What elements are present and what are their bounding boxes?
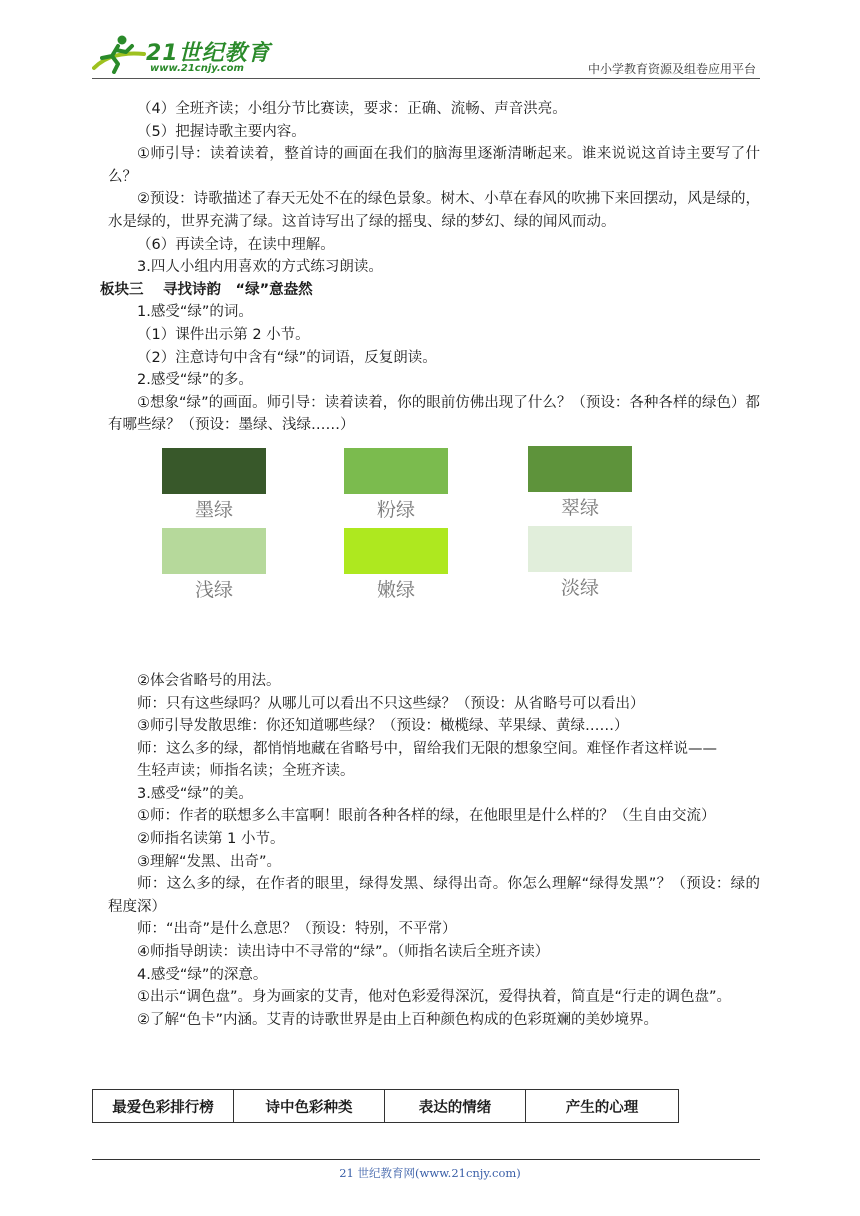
paragraph: 师：只有这些绿吗？从哪儿可以看出不只这些绿？（预设：从省略号可以看出） bbox=[137, 695, 645, 712]
paragraph: 2.感受“绿”的多。 bbox=[137, 372, 253, 389]
paragraph: 师：这么多的绿，都悄悄地藏在省略号中，留给我们无限的想象空间。难怪作者这样说—— bbox=[137, 740, 717, 757]
paragraph: 师：“出奇”是什么意思？（预设：特别，不平常） bbox=[137, 921, 457, 938]
footer-text: 21 世纪教育网(www.21cnjy.com) bbox=[339, 1166, 521, 1180]
paragraph: 3.感受“绿”的美。 bbox=[137, 785, 253, 802]
section-heading: 板块三 寻找诗韵 “绿”意盎然 bbox=[100, 281, 313, 298]
paragraph: （5）把握诗歌主要内容。 bbox=[137, 123, 306, 140]
swatch-label: 翠绿 bbox=[560, 496, 599, 519]
green-swatch-grid bbox=[108, 448, 760, 670]
logo bbox=[92, 28, 272, 80]
paragraph: ②体会省略号的用法。 bbox=[137, 672, 281, 689]
swatch-color bbox=[344, 448, 448, 494]
swatch-label: 墨绿 bbox=[194, 498, 233, 521]
paragraph: （4）全班齐读；小组分节比赛读，要求：正确、流畅、声音洪亮。 bbox=[137, 101, 567, 117]
platform-name: 中小学教育资源及组卷应用平台 bbox=[587, 62, 756, 76]
paragraph: ①出示“调色盘”。身为画家的艾青，他对色彩爱得深沉，爱得执着，简直是“行走的调色盘”。 bbox=[137, 989, 732, 1006]
document-body bbox=[100, 98, 760, 1031]
logo-url: www.21cnjy.com bbox=[150, 63, 244, 74]
header-divider bbox=[92, 78, 760, 79]
swatch-color bbox=[528, 526, 632, 572]
footer-divider bbox=[92, 1159, 760, 1160]
swatch-fen-lv bbox=[344, 448, 448, 522]
swatch-label: 嫩绿 bbox=[376, 578, 415, 601]
paragraph: 4.感受“绿”的深意。 bbox=[137, 966, 268, 983]
paragraph: 师：这么多的绿，在作者的眼里，绿得发黑、绿得出奇。你怎么理解“绿得发黑”？（预设：绿的程度深） bbox=[108, 876, 760, 915]
swatch-label: 粉绿 bbox=[376, 498, 415, 521]
paragraph: ④师指导朗读：读出诗中不寻常的“绿”。（师指名读后全班齐读） bbox=[137, 944, 550, 961]
swatch-nen-lv bbox=[344, 528, 448, 602]
paragraph: 生轻声读；师指名读；全班齐读。 bbox=[137, 763, 355, 780]
table-header-cell: 表达的情绪 bbox=[385, 1090, 526, 1123]
swatch-color bbox=[162, 448, 266, 494]
swatch-dan-lv bbox=[528, 526, 632, 600]
logo-title: 21世纪教育 bbox=[146, 41, 271, 66]
paragraph: ①师引导：读着读着，整首诗的画面在我们的脑海里逐渐清晰起来。谁来说说这首诗主要写了什么？ bbox=[108, 146, 760, 185]
paragraph: 1.感受“绿”的词。 bbox=[137, 304, 253, 321]
color-ranking-table bbox=[92, 1089, 679, 1123]
swatch-qian-lv bbox=[162, 528, 266, 602]
paragraph: 3.四人小组内用喜欢的方式练习朗读。 bbox=[137, 259, 383, 276]
table-header-cell: 产生的心理 bbox=[526, 1090, 679, 1123]
paragraph: （6）再读全诗，在读中理解。 bbox=[137, 236, 335, 253]
swatch-mo-lv bbox=[162, 448, 266, 522]
paragraph: ①师：作者的联想多么丰富啊！眼前各种各样的绿，在他眼里是什么样的？（生自由交流） bbox=[137, 808, 716, 825]
paragraph: ②预设：诗歌描述了春天无处不在的绿色景象。树木、小草在春风的吹拂下来回摆动，风是绿的，水是绿的，世界充满了绿。这首诗写出了绿的摇曳、绿的梦幻、绿的闻风而动。 bbox=[108, 191, 760, 230]
paragraph: （2）注意诗句中含有“绿”的词语，反复朗读。 bbox=[137, 349, 437, 366]
page-header bbox=[92, 28, 760, 80]
table-header-cell: 最爱色彩排行榜 bbox=[93, 1090, 234, 1123]
paragraph: ①想象“绿”的画面。师引导：读着读着，你的眼前仿佛出现了什么？（预设：各种各样的绿色）都有哪些绿？（预设：墨绿、浅绿……） bbox=[108, 394, 760, 434]
swatch-label: 浅绿 bbox=[194, 578, 233, 601]
paragraph: ③师引导发散思维：你还知道哪些绿？（预设：橄榄绿、苹果绿、黄绿……） bbox=[137, 718, 629, 735]
swatch-cui-lv bbox=[528, 446, 632, 520]
paragraph: ③理解“发黑、出奇”。 bbox=[137, 853, 282, 870]
paragraph: ②了解“色卡”内涵。艾青的诗歌世界是由上百种颜色构成的色彩斑斓的美妙境界。 bbox=[137, 1011, 659, 1028]
swatch-label: 淡绿 bbox=[560, 576, 599, 599]
swatch-color bbox=[162, 528, 266, 574]
runner-logo-icon bbox=[92, 34, 146, 74]
swatch-color bbox=[344, 528, 448, 574]
paragraph: （1）课件出示第 2 小节。 bbox=[137, 326, 310, 343]
swatch-color bbox=[528, 446, 632, 492]
paragraph: ②师指名读第 1 小节。 bbox=[137, 831, 285, 848]
table-header-row bbox=[93, 1090, 679, 1123]
table-header-cell: 诗中色彩种类 bbox=[234, 1090, 385, 1123]
